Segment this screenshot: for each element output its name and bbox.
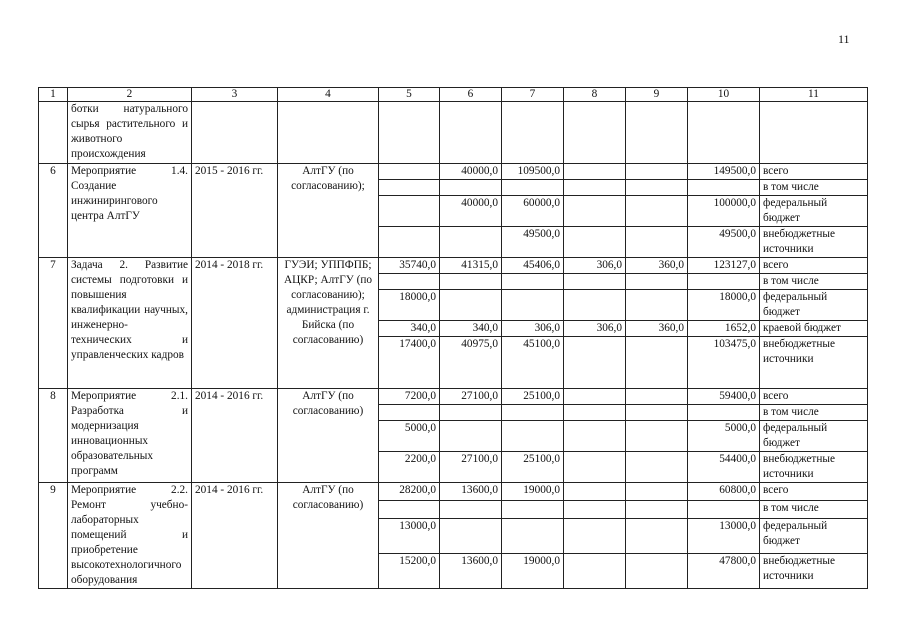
value-cell: 13000,0 xyxy=(379,519,440,554)
table-row xyxy=(39,164,868,180)
value-cell: 35740,0 xyxy=(379,258,440,274)
program-table xyxy=(38,87,868,589)
value-cell xyxy=(379,180,440,196)
value-cell: 306,0 xyxy=(564,321,626,337)
source-cell: в том числе xyxy=(760,501,868,519)
value-cell xyxy=(626,164,688,180)
value-cell xyxy=(502,519,564,554)
total-cell: 5000,0 xyxy=(688,421,760,452)
value-cell: 15200,0 xyxy=(379,554,440,589)
source-cell: внебюджетные источники xyxy=(760,337,868,389)
total-cell: 54400,0 xyxy=(688,452,760,483)
source-cell: федеральный бюджет xyxy=(760,421,868,452)
value-cell xyxy=(440,421,502,452)
source-cell: всего xyxy=(760,389,868,405)
value-cell xyxy=(564,227,626,258)
value-cell xyxy=(502,501,564,519)
source-cell: всего xyxy=(760,258,868,274)
item-executor: АлтГУ (по согласованию); xyxy=(278,164,379,258)
value-cell xyxy=(564,196,626,227)
value-cell: 306,0 xyxy=(564,258,626,274)
value-cell: 340,0 xyxy=(379,321,440,337)
value-cell xyxy=(564,554,626,589)
value-cell xyxy=(502,290,564,321)
total-cell xyxy=(688,405,760,421)
value-cell xyxy=(502,421,564,452)
header-cell: 9 xyxy=(626,88,688,102)
header-cell: 2 xyxy=(68,88,192,102)
value-cell xyxy=(440,501,502,519)
value-cell xyxy=(564,405,626,421)
value-cell: 109500,0 xyxy=(502,164,564,180)
source-cell: в том числе xyxy=(760,405,868,421)
value-cell xyxy=(564,164,626,180)
total-cell: 18000,0 xyxy=(688,290,760,321)
source-cell: внебюджетные источники xyxy=(760,452,868,483)
page-number: 11 xyxy=(838,32,850,46)
value-cell xyxy=(379,274,440,290)
source-cell: федеральный бюджет xyxy=(760,519,868,554)
value-cell: 13600,0 xyxy=(440,483,502,501)
item-years: 2014 - 2016 гг. xyxy=(192,389,278,483)
value-cell xyxy=(379,405,440,421)
value-cell: 340,0 xyxy=(440,321,502,337)
value-cell: 27100,0 xyxy=(440,389,502,405)
value-cell xyxy=(626,274,688,290)
row-number: 6 xyxy=(39,164,68,258)
header-row xyxy=(39,88,868,102)
source-cell: в том числе xyxy=(760,180,868,196)
value-cell xyxy=(440,290,502,321)
value-cell xyxy=(564,421,626,452)
value-cell xyxy=(502,405,564,421)
row-number: 9 xyxy=(39,483,68,589)
value-cell xyxy=(564,452,626,483)
value-cell xyxy=(440,405,502,421)
item-name: Мероприятие 1.4. Создание инжинирингового центра АлтГУ xyxy=(68,164,192,258)
source-cell: всего xyxy=(760,164,868,180)
total-cell: 100000,0 xyxy=(688,196,760,227)
item-name: Мероприятие 2.2. Ремонт учебно-лабораторных помещений и приобретение высокотехнологичного оборудования xyxy=(68,483,192,589)
header-cell: 7 xyxy=(502,88,564,102)
value-cell xyxy=(626,337,688,389)
source-cell: внебюджетные источники xyxy=(760,227,868,258)
total-cell xyxy=(688,501,760,519)
value-cell xyxy=(564,290,626,321)
value-cell xyxy=(564,389,626,405)
value-cell xyxy=(626,519,688,554)
value-cell xyxy=(626,483,688,501)
value-cell xyxy=(564,501,626,519)
value-cell: 360,0 xyxy=(626,258,688,274)
item-name: Задача 2. Развитие системы подготовки и повышения квалификации научных, инженерно-технических и управленческих кадров xyxy=(68,258,192,389)
value-cell: 306,0 xyxy=(502,321,564,337)
table-row xyxy=(39,102,868,164)
header-cell: 3 xyxy=(192,88,278,102)
total-cell: 1652,0 xyxy=(688,321,760,337)
header-cell: 11 xyxy=(760,88,868,102)
value-cell xyxy=(626,227,688,258)
total-cell: 49500,0 xyxy=(688,227,760,258)
item-years: 2015 - 2016 гг. xyxy=(192,164,278,258)
table-row xyxy=(39,483,868,501)
value-cell xyxy=(379,227,440,258)
total-cell: 123127,0 xyxy=(688,258,760,274)
value-cell: 5000,0 xyxy=(379,421,440,452)
total-cell: 13000,0 xyxy=(688,519,760,554)
value-cell: 28200,0 xyxy=(379,483,440,501)
value-cell xyxy=(626,405,688,421)
value-cell xyxy=(564,519,626,554)
source-cell: федеральный бюджет xyxy=(760,290,868,321)
source-cell: всего xyxy=(760,483,868,501)
source-cell: в том числе xyxy=(760,274,868,290)
value-cell xyxy=(626,554,688,589)
value-cell xyxy=(626,290,688,321)
value-cell xyxy=(626,452,688,483)
value-cell xyxy=(440,227,502,258)
total-cell xyxy=(688,180,760,196)
value-cell: 45100,0 xyxy=(502,337,564,389)
value-cell: 25100,0 xyxy=(502,389,564,405)
value-cell xyxy=(564,483,626,501)
value-cell xyxy=(440,274,502,290)
item-years: 2014 - 2018 гг. xyxy=(192,258,278,389)
value-cell xyxy=(502,274,564,290)
value-cell: 40975,0 xyxy=(440,337,502,389)
header-cell: 6 xyxy=(440,88,502,102)
table-row xyxy=(39,389,868,405)
value-cell xyxy=(502,180,564,196)
value-cell: 7200,0 xyxy=(379,389,440,405)
value-cell: 360,0 xyxy=(626,321,688,337)
source-cell: краевой бюджет xyxy=(760,321,868,337)
value-cell xyxy=(626,501,688,519)
value-cell xyxy=(440,180,502,196)
value-cell: 40000,0 xyxy=(440,196,502,227)
value-cell: 13600,0 xyxy=(440,554,502,589)
total-cell: 60800,0 xyxy=(688,483,760,501)
value-cell: 41315,0 xyxy=(440,258,502,274)
value-cell xyxy=(626,196,688,227)
header-cell: 10 xyxy=(688,88,760,102)
value-cell xyxy=(564,337,626,389)
source-cell: федеральный бюджет xyxy=(760,196,868,227)
value-cell xyxy=(564,180,626,196)
item-executor: АлтГУ (по согласованию) xyxy=(278,483,379,589)
value-cell: 25100,0 xyxy=(502,452,564,483)
value-cell xyxy=(626,389,688,405)
value-cell xyxy=(626,180,688,196)
value-cell xyxy=(564,274,626,290)
value-cell: 49500,0 xyxy=(502,227,564,258)
header-cell: 1 xyxy=(39,88,68,102)
source-cell: внебюджетные источники xyxy=(760,554,868,589)
value-cell: 19000,0 xyxy=(502,483,564,501)
header-cell: 5 xyxy=(379,88,440,102)
header-cell: 8 xyxy=(564,88,626,102)
value-cell: 27100,0 xyxy=(440,452,502,483)
item-executor: ГУЭИ; УППФПБ; АЦКР; АлтГУ (по согласованию); администрация г. Бийска (по согласованию) xyxy=(278,258,379,389)
value-cell: 18000,0 xyxy=(379,290,440,321)
table-row xyxy=(39,258,868,274)
value-cell: 19000,0 xyxy=(502,554,564,589)
value-cell: 40000,0 xyxy=(440,164,502,180)
value-cell: 2200,0 xyxy=(379,452,440,483)
total-cell: 149500,0 xyxy=(688,164,760,180)
total-cell: 103475,0 xyxy=(688,337,760,389)
total-cell xyxy=(688,274,760,290)
item-name: Мероприятие 2.1. Разработка и модернизация инновационных образовательных программ xyxy=(68,389,192,483)
value-cell xyxy=(379,196,440,227)
total-cell: 59400,0 xyxy=(688,389,760,405)
value-cell xyxy=(379,164,440,180)
row-number: 8 xyxy=(39,389,68,483)
item-executor: АлтГУ (по согласованию) xyxy=(278,389,379,483)
value-cell: 17400,0 xyxy=(379,337,440,389)
value-cell: 60000,0 xyxy=(502,196,564,227)
value-cell xyxy=(440,519,502,554)
row-number: 7 xyxy=(39,258,68,389)
value-cell: 45406,0 xyxy=(502,258,564,274)
header-cell: 4 xyxy=(278,88,379,102)
value-cell xyxy=(626,421,688,452)
total-cell: 47800,0 xyxy=(688,554,760,589)
item-name: ботки натурального сырья растительного и животного происхождения xyxy=(68,102,192,164)
value-cell xyxy=(379,501,440,519)
item-years: 2014 - 2016 гг. xyxy=(192,483,278,589)
